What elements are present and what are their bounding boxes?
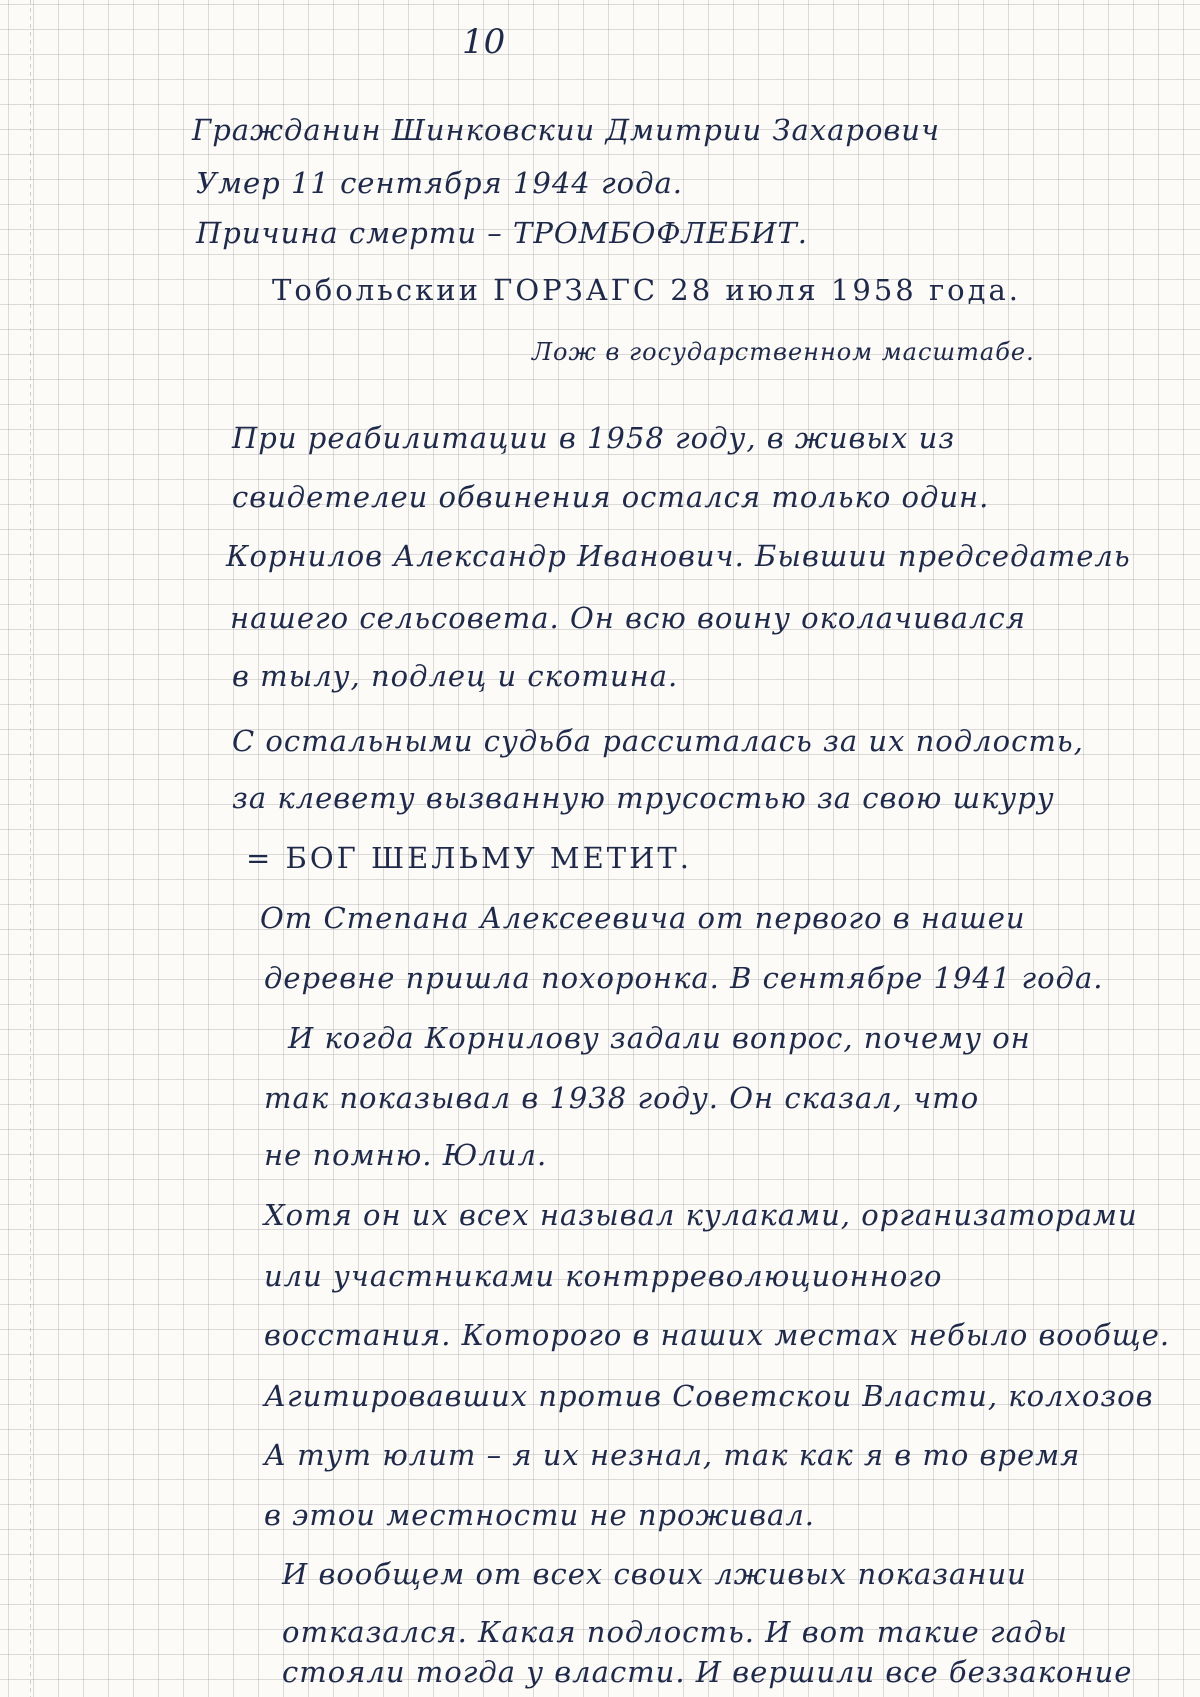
text-line: в тылу, подлец и скотина.: [232, 659, 679, 693]
text-line: восстания. Которого в наших местах небыло вообще.: [264, 1318, 1171, 1352]
text-line: Лож в государственном масштабе.: [532, 338, 1035, 366]
text-line: Гражданин Шинковскии Дмитрии Захарович: [192, 113, 941, 147]
text-line: в этои местности не проживал.: [264, 1498, 816, 1532]
text-line: Агитировавших против Советскои Власти, колхозов: [264, 1379, 1154, 1413]
text-line: И вообщем от всех своих лживых показании: [282, 1557, 1027, 1591]
text-line: С остальными судьба расситалась за их подлость,: [232, 724, 1084, 758]
text-line: Тобольскии ГОРЗАГС 28 июля 1958 года.: [272, 273, 1021, 307]
text-line: не помню. Юлил.: [264, 1138, 548, 1172]
text-line: Хотя он их всех называл кулаками, организаторами: [264, 1198, 1138, 1232]
text-line: А тут юлит – я их незнал, так как я в то время: [264, 1438, 1081, 1472]
text-line: нашего сельсовета. Он всю воину околачивался: [230, 601, 1026, 635]
text-line: так показывал в 1938 году. Он сказал, что: [264, 1081, 980, 1115]
text-line: = БОГ ШЕЛЬМУ МЕТИТ.: [246, 841, 692, 875]
text-line: за клевету вызванную трусостью за свою шкуру: [232, 781, 1055, 815]
text-line: деревне пришла похоронка. В сентябре 1941 года.: [264, 961, 1104, 995]
text-line: Корнилов Александр Иванович. Бывшии председатель: [226, 539, 1131, 573]
text-line: От Степана Алексеевича от первого в нашеи: [260, 901, 1026, 935]
text-line: стояли тогда у власти. И вершили все беззаконие: [282, 1655, 1133, 1689]
text-line: свидетелеи обвинения остался только один.: [232, 480, 990, 514]
text-line: отказался. Какая подлость. И вот такие гады: [282, 1615, 1068, 1649]
text-line: или участниками контрреволюционного: [264, 1259, 943, 1293]
text-line: Причина смерти – ТРОМБОФЛЕБИТ.: [196, 216, 808, 250]
text-line: И когда Корнилову задали вопрос, почему он: [288, 1021, 1031, 1055]
text-line: Умер 11 сентября 1944 года.: [196, 166, 683, 200]
text-line: При реабилитации в 1958 году, в живых из: [232, 421, 956, 455]
page-number: 10: [462, 22, 506, 62]
